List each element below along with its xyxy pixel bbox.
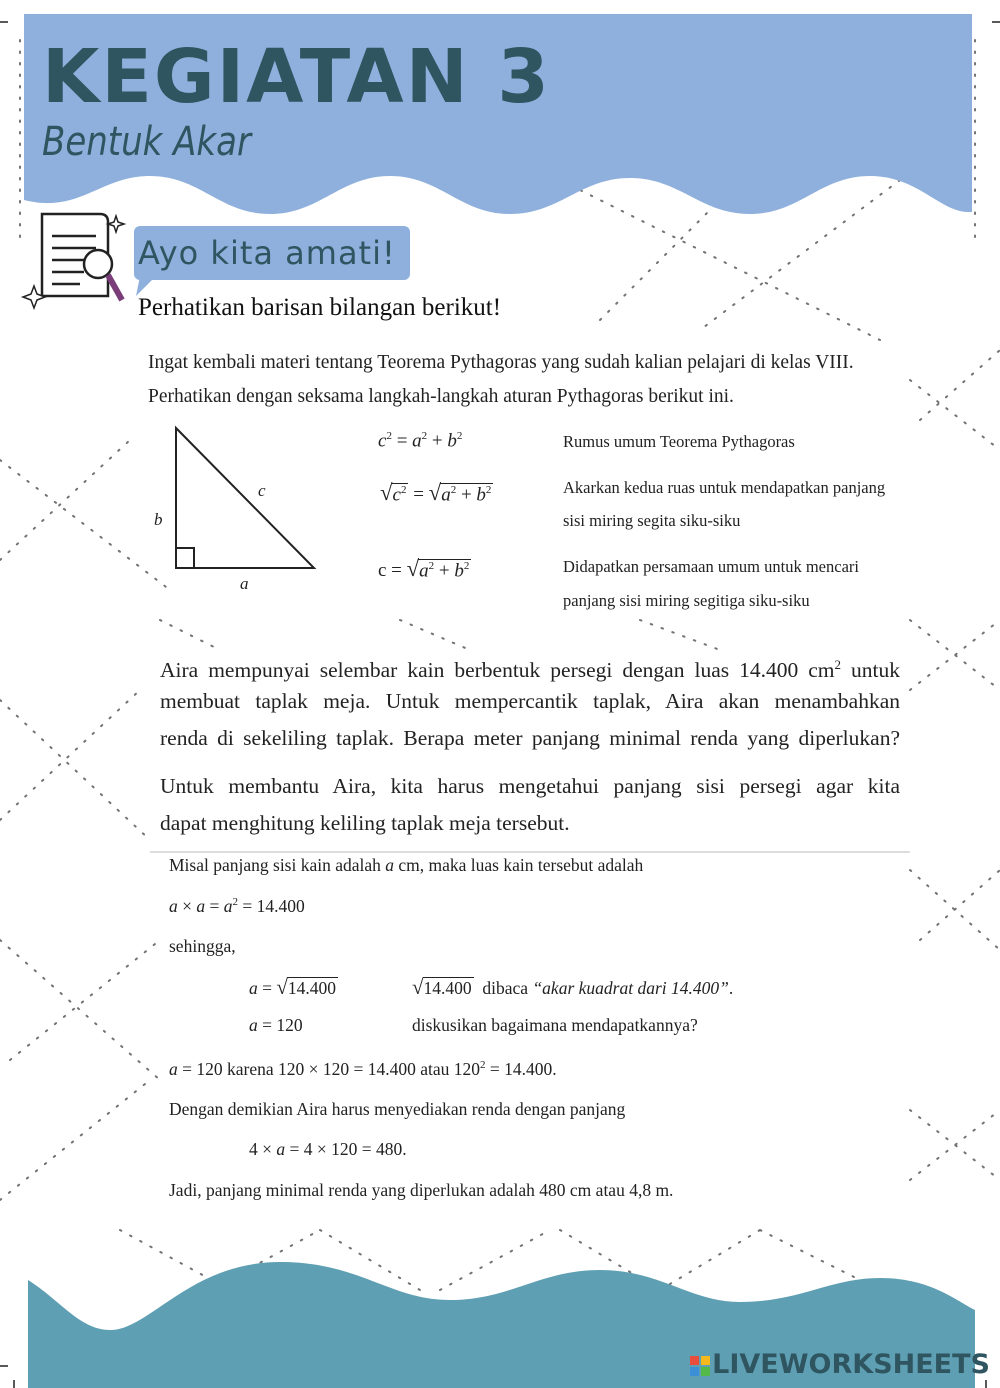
solution-step-5-equation: a = 120 — [249, 1015, 303, 1035]
badge-label: Ayo kita amati! — [138, 234, 396, 272]
formula-1-description: Rumus umum Teorema Pythagoras — [563, 432, 795, 451]
document-search-icon — [23, 214, 124, 308]
intro-paragraph: Ingat kembali materi tentang Teorema Pythagoras yang sudah kalian pelajari di kelas VIII. Perhatikan dengan seksama langkah-langkah aturan Pythagoras berikut ini. — [148, 352, 854, 407]
solution-step-5-note: diskusikan bagaimana mendapatkannya? — [412, 1015, 698, 1035]
solution-step-1: Misal panjang sisi kain adalah a cm, maka luas kain tersebut adalah — [169, 855, 644, 875]
formula-pythagoras: $c^2 = a^2 + b^2$ — [378, 430, 463, 452]
hint-line-1: Untuk membantu Aira, kita harus mengetahui panjang sisi persegi agar kita — [160, 774, 900, 798]
solution-step-8: 4 × a = 4 × 120 = 480. — [249, 1139, 407, 1159]
right-triangle-figure — [176, 428, 314, 568]
solution-step-4-note: √14.400 dibaca “akar kuadrat dari 14.400”. — [412, 975, 734, 999]
liveworksheets-logo-icon — [690, 1356, 710, 1376]
problem-line-1: Aira mempunyai selembar kain berbentuk persegi dengan luas 14.400 $cm^2$ untuk — [160, 657, 900, 683]
formula-hypotenuse: $c = √a^2 + b^2$ — [378, 556, 470, 581]
formula-2-description-line2: sisi miring segita siku-siku — [563, 511, 741, 530]
formula-square-root-both-sides: $√c^2 = √a^2 + b^2$ — [380, 480, 492, 505]
formula-3-description-line2: panjang sisi miring segitiga siku-siku — [563, 591, 810, 610]
watermark-text: LIVEWORKSHEETS — [712, 1349, 990, 1380]
triangle-label-a: a — [240, 574, 249, 593]
solution-conclusion: Jadi, panjang minimal renda yang diperlukan adalah 480 cm atau 4,8 m. — [169, 1180, 674, 1200]
solution-step-6: a = 120 karena 120 × 120 = 14.400 atau $120^2 = 14.400$. — [169, 1059, 557, 1079]
solution-step-4-equation: a = √14.400 — [249, 975, 337, 999]
problem-line-3: renda di sekeliling taplak. Berapa meter panjang minimal renda yang diperlukan? — [160, 726, 900, 750]
triangle-label-b: b — [154, 510, 163, 529]
triangle-label-c: c — [258, 481, 266, 500]
solution-step-2: $a \times a = a^2 = 14.400$ — [169, 896, 305, 916]
formula-3-description-line1: Didapatkan persamaan umum untuk mencari — [563, 557, 859, 576]
section-heading: Perhatikan barisan bilangan berikut! — [138, 294, 502, 321]
page-subtitle: Bentuk Akar — [42, 119, 251, 165]
solution-step-3: sehingga, — [169, 936, 236, 956]
ayo-kita-amati-badge — [134, 226, 410, 280]
solution-step-7: Dengan demikian Aira harus menyediakan renda dengan panjang — [169, 1099, 626, 1119]
liveworksheets-watermark — [690, 1349, 990, 1380]
hint-line-2: dapat menghitung keliling taplak meja tersebut. — [160, 811, 570, 835]
formula-2-description-line1: Akarkan kedua ruas untuk mendapatkan panjang — [563, 478, 886, 497]
page-title: KEGIATAN 3 — [42, 34, 551, 120]
problem-line-2: membuat taplak meja. Untuk mempercantik taplak, Aira akan menambahkan — [160, 689, 900, 713]
